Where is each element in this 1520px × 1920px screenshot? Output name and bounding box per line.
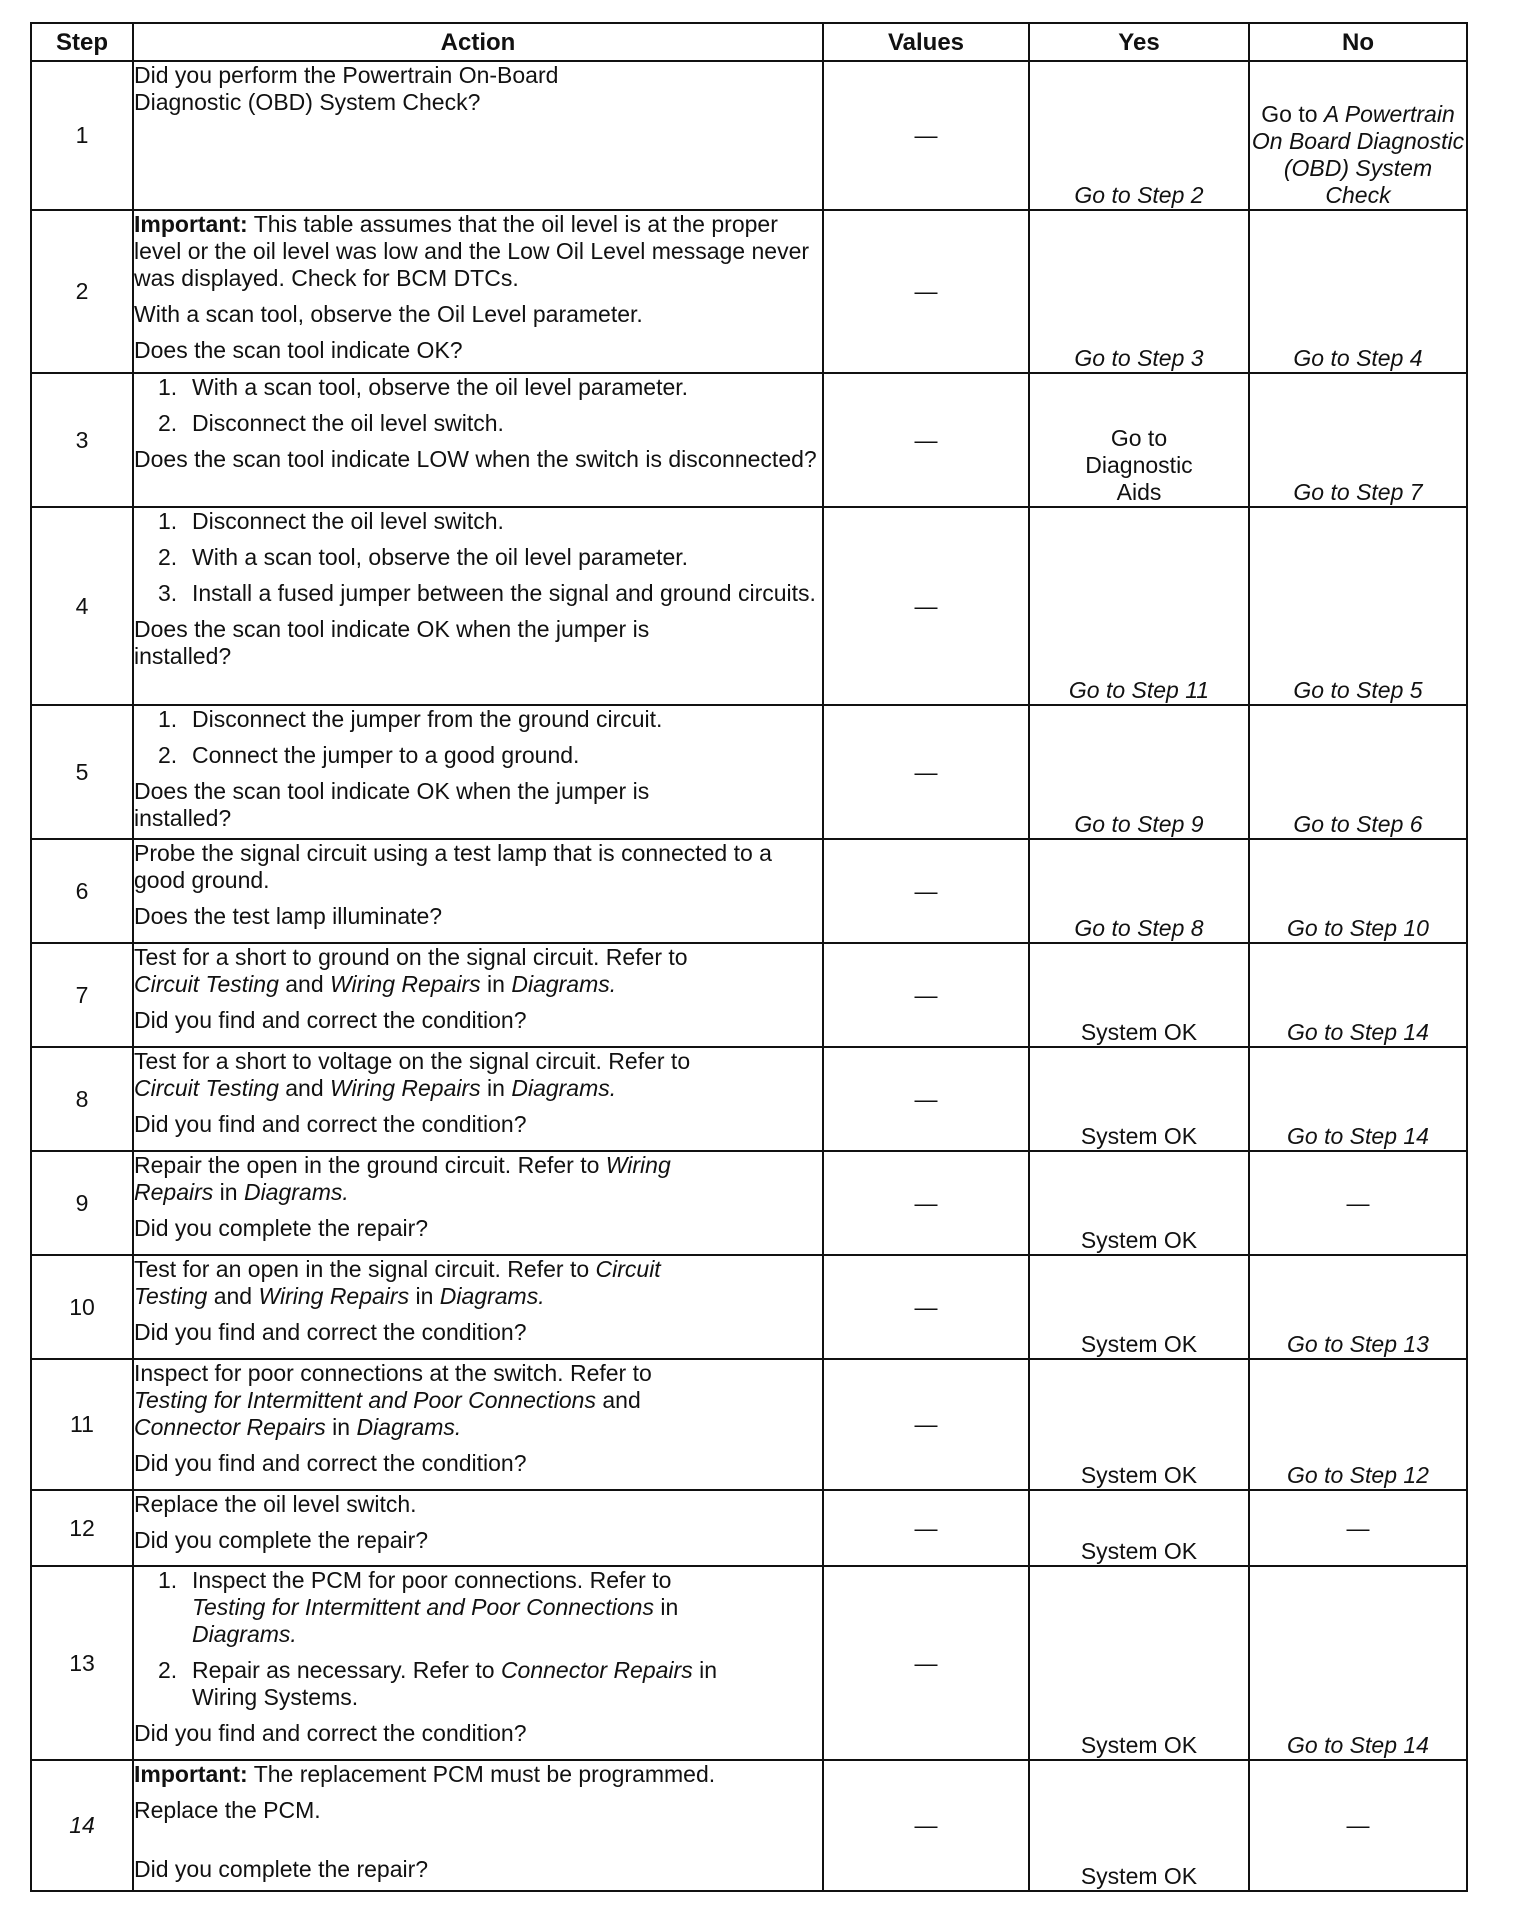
important-label: Important: (134, 1761, 248, 1787)
no-cell-link: A Powertrain On Board Diagnostic (OBD) System Check (1251, 101, 1465, 208)
table-row (31, 1047, 1467, 1151)
reference: Wiring Repairs (330, 971, 481, 997)
list-item: 1. Inspect the PCM for poor connections. Refer to Testing for Intermittent and Poor Connections in Diagrams. (158, 1567, 679, 1647)
values-cell: — (823, 507, 1029, 705)
action-question: Does the scan tool indicate OK? (134, 337, 463, 363)
table-row (31, 1566, 1467, 1760)
values-cell: — (823, 839, 1029, 943)
table-row (31, 1490, 1467, 1566)
action-line: With a scan tool, observe the Oil Level parameter. (134, 301, 643, 327)
table-row (31, 839, 1467, 943)
values-cell: — (823, 61, 1029, 210)
yes-cell: System OK (1029, 1255, 1249, 1359)
yes-cell: Go to Diagnostic Aids (1029, 373, 1249, 507)
values-cell: — (823, 1490, 1029, 1566)
connector-word: in (692, 1657, 717, 1683)
step-number: 8 (31, 1047, 133, 1151)
no-cell: Go to Step 5 (1249, 507, 1467, 705)
action-cell (133, 1760, 823, 1891)
step-number: 7 (31, 943, 133, 1047)
values-cell: — (823, 210, 1029, 373)
table-row (31, 210, 1467, 373)
action-text (134, 944, 822, 998)
reference: Diagrams. (192, 1621, 297, 1647)
values-cell: — (823, 1359, 1029, 1490)
list-item: 1. With a scan tool, observe the oil level parameter. (158, 374, 689, 400)
action-question: Did you complete the repair? (134, 1215, 429, 1241)
reference: Connector Repairs (134, 1414, 326, 1440)
connector-word: and (278, 971, 331, 997)
action-cell (133, 210, 823, 373)
list-item-text: With a scan tool, observe the oil level parameter. (192, 544, 689, 570)
yes-cell: System OK (1029, 1566, 1249, 1760)
header-values: Values (823, 23, 1029, 61)
table-row (31, 61, 1467, 210)
action-text-lead: Test for a short to ground on the signal circuit. Refer to (134, 944, 688, 970)
values-cell: — (823, 1566, 1029, 1760)
action-question: Did you find and correct the condition? (134, 1720, 527, 1746)
connector-word: in (653, 1594, 679, 1620)
list-item: 1. Disconnect the oil level switch. (158, 508, 504, 534)
yes-cell: System OK (1029, 1151, 1249, 1255)
header-row (31, 23, 1467, 61)
step-number: 4 (31, 507, 133, 705)
step-number: 11 (31, 1359, 133, 1490)
action-question: Does the scan tool indicate LOW when the switch is disconnected? (134, 446, 817, 472)
action-line: Replace the PCM. (134, 1797, 321, 1823)
values-cell: — (823, 373, 1029, 507)
no-cell: — (1249, 1151, 1467, 1255)
important-text: The replacement PCM must be programmed. (247, 1761, 716, 1787)
action-text: Replace the oil level switch. (134, 1491, 417, 1517)
important-text: This table assumes that the oil level is at the proper level or the oil level was low and the Low Oil Level message never was displayed. Check for BCM DTCs. (134, 211, 810, 291)
action-text-lead: Inspect for poor connections at the switch. Refer to (134, 1360, 652, 1386)
action-cell (133, 705, 823, 839)
yes-cell: System OK (1029, 1760, 1249, 1891)
yes-cell: System OK (1029, 1490, 1249, 1566)
list-item: 1. Disconnect the jumper from the ground circuit. (158, 706, 663, 732)
action-text: Probe the signal circuit using a test lamp that is connected to a good ground. (134, 840, 772, 893)
action-text (134, 1152, 734, 1206)
list-item-text: Install a fused jumper between the signal and ground circuits. (192, 580, 816, 606)
yes-cell: Go to Step 11 (1029, 507, 1249, 705)
step-number: 6 (31, 839, 133, 943)
yes-cell: Go to Step 3 (1029, 210, 1249, 373)
values-cell: — (823, 943, 1029, 1047)
values-cell: — (823, 1047, 1029, 1151)
action-cell (133, 1490, 823, 1566)
step-number: 9 (31, 1151, 133, 1255)
action-cell (133, 1255, 823, 1359)
action-question: Did you find and correct the condition? (134, 1319, 527, 1345)
step-number: 5 (31, 705, 133, 839)
action-question: Did you complete the repair? (134, 1527, 429, 1553)
no-cell: Go to Step 7 (1249, 373, 1467, 507)
header-no: No (1249, 23, 1467, 61)
action-cell (133, 839, 823, 943)
list-item-text: With a scan tool, observe the oil level parameter. (192, 374, 689, 400)
header-step: Step (31, 23, 133, 61)
connector-word: and (278, 1075, 331, 1101)
important-note (134, 211, 822, 292)
no-cell: Go to Step 13 (1249, 1255, 1467, 1359)
reference: Circuit Testing (134, 1256, 661, 1309)
reference: Diagrams. (511, 971, 617, 997)
connector-word: and (595, 1387, 641, 1413)
yes-cell: Go to Step 2 (1029, 61, 1249, 210)
action-text-lead: Test for a short to voltage on the signal circuit. Refer to (134, 1048, 691, 1074)
no-cell: Go to Step 14 (1249, 1047, 1467, 1151)
action-text (134, 1256, 734, 1310)
step-number: 14 (31, 1760, 133, 1891)
no-cell: — (1249, 1490, 1467, 1566)
values-cell: — (823, 1760, 1029, 1891)
list-item: 3. Install a fused jumper between the signal and ground circuits. (158, 580, 816, 606)
header-action: Action (133, 23, 823, 61)
step-number: 1 (31, 61, 133, 210)
values-cell: — (823, 705, 1029, 839)
yes-cell: System OK (1029, 1047, 1249, 1151)
reference: Diagrams. (511, 1075, 617, 1101)
action-cell (133, 373, 823, 507)
action-text-lead: Repair the open in the ground circuit. Refer to (134, 1152, 606, 1178)
table-row (31, 1760, 1467, 1891)
list-item: 2. Disconnect the oil level switch. (158, 410, 504, 436)
yes-cell: Go to Step 8 (1029, 839, 1249, 943)
step-number: 12 (31, 1490, 133, 1566)
action-question: Did you complete the repair? (134, 1856, 429, 1882)
table-row (31, 1255, 1467, 1359)
action-cell (133, 1359, 823, 1490)
action-question: Does the scan tool indicate OK when the jumper is installed? (134, 616, 650, 669)
reference: Diagrams. (439, 1283, 545, 1309)
reference: Circuit Testing (134, 971, 279, 997)
action-cell (133, 1151, 823, 1255)
step-number: 10 (31, 1255, 133, 1359)
connector-word: in (213, 1179, 244, 1205)
no-cell: Go to Step 14 (1249, 943, 1467, 1047)
values-cell: — (823, 1255, 1029, 1359)
no-cell: Go to Step 4 (1249, 210, 1467, 373)
list-item-text: Repair as necessary. Refer to (192, 1657, 501, 1683)
action-question: Does the scan tool indicate OK when the jumper is installed? (134, 778, 650, 831)
important-label: Important: (134, 211, 248, 237)
table-row (31, 373, 1467, 507)
action-question: Did you find and correct the condition? (134, 1111, 527, 1137)
list-item-text: Disconnect the oil level switch. (192, 410, 504, 436)
reference: Circuit Testing (134, 1075, 279, 1101)
no-cell (1249, 61, 1467, 210)
action-question: Did you perform the Powertrain On-Board Diagnostic (OBD) System Check? (134, 62, 559, 115)
no-cell: — (1249, 1760, 1467, 1891)
action-cell (133, 1566, 823, 1760)
list-item-text: Connect the jumper to a good ground. (192, 742, 580, 768)
action-question: Did you find and correct the condition? (134, 1007, 527, 1033)
connector-word: in (325, 1414, 357, 1440)
reference: Connector Repairs (500, 1657, 693, 1683)
list-item: 2. With a scan tool, observe the oil level parameter. (158, 544, 689, 570)
action-cell (133, 943, 823, 1047)
no-cell: Go to Step 10 (1249, 839, 1467, 943)
action-cell (133, 507, 823, 705)
no-cell: Go to Step 12 (1249, 1359, 1467, 1490)
list-item-tail: Wiring Systems. (192, 1684, 359, 1710)
table-row (31, 1359, 1467, 1490)
reference: Wiring Repairs (258, 1283, 410, 1309)
diagnostic-table (30, 22, 1468, 1892)
connector-word: in (480, 1075, 512, 1101)
list-item-text: Inspect the PCM for poor connections. Refer to (192, 1567, 672, 1593)
step-number: 2 (31, 210, 133, 373)
list-item: 2. Connect the jumper to a good ground. (158, 742, 580, 768)
action-cell (133, 1047, 823, 1151)
yes-cell: System OK (1029, 1359, 1249, 1490)
list-item: 2. Repair as necessary. Refer to Connector Repairs in Wiring Systems. (158, 1657, 717, 1710)
reference: Wiring Repairs (330, 1075, 481, 1101)
action-text (134, 1360, 822, 1441)
table-row (31, 507, 1467, 705)
connector-word: and (207, 1283, 259, 1309)
list-item-text: Disconnect the jumper from the ground circuit. (192, 706, 663, 732)
yes-cell: Go to Step 9 (1029, 705, 1249, 839)
action-question: Did you find and correct the condition? (134, 1450, 527, 1476)
connector-word: in (409, 1283, 440, 1309)
no-cell: Go to Step 6 (1249, 705, 1467, 839)
reference: Testing for Intermittent and Poor Connections (192, 1594, 654, 1620)
reference: Wiring Repairs (134, 1152, 671, 1205)
reference: Diagrams. (243, 1179, 349, 1205)
no-cell-prefix: Go to (1261, 101, 1324, 127)
action-cell (133, 61, 823, 210)
table-row (31, 943, 1467, 1047)
reference: Diagrams. (356, 1414, 462, 1440)
step-number: 3 (31, 373, 133, 507)
no-cell: Go to Step 14 (1249, 1566, 1467, 1760)
list-item-text: Disconnect the oil level switch. (192, 508, 504, 534)
header-yes: Yes (1029, 23, 1249, 61)
reference: Testing for Intermittent and Poor Connections (134, 1387, 596, 1413)
connector-word: in (480, 971, 512, 997)
yes-cell: System OK (1029, 943, 1249, 1047)
table-row (31, 1151, 1467, 1255)
important-note (134, 1761, 822, 1788)
action-text-lead: Test for an open in the signal circuit. Refer to (134, 1256, 596, 1282)
values-cell: — (823, 1151, 1029, 1255)
step-number: 13 (31, 1566, 133, 1760)
action-text (134, 1048, 822, 1102)
table-row (31, 705, 1467, 839)
action-question: Does the test lamp illuminate? (134, 903, 443, 929)
